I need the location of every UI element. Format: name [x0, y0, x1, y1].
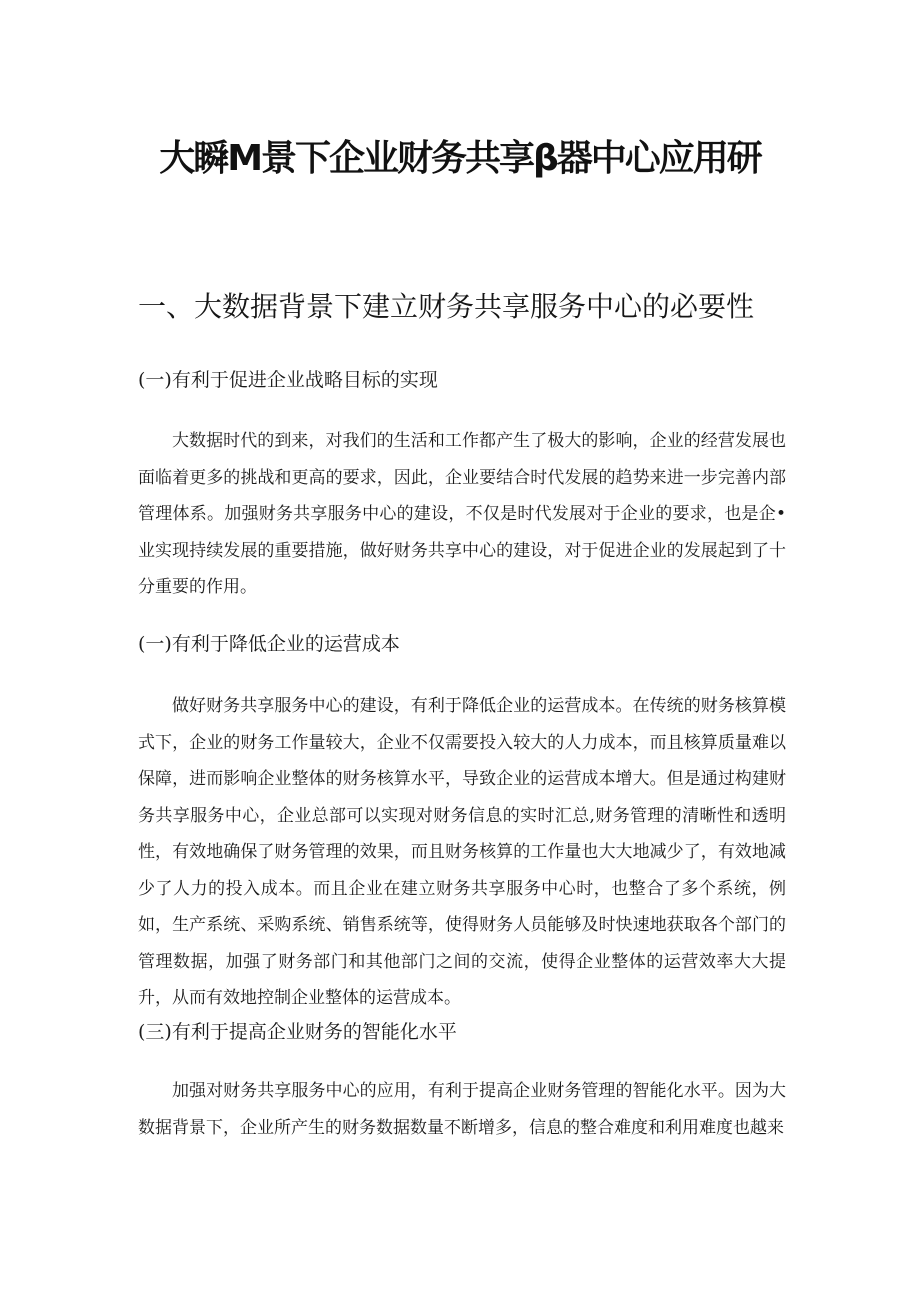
subsection-heading-1: (一)有利于促进企业战略目标的实现 [138, 369, 438, 391]
document-title: 大瞬M景下企业财务共享β器中心应用研 [159, 138, 761, 179]
subsection-paragraph-1: 大数据时代的到来，对我们的生活和工作都产生了极大的影响，企业的经营发展也面临着更多的挑战和更高的要求，因此，企业要结合时代发展的趋势来进一步完善内部管理体系。加强财务共享服务中心的建设，不仅是时代发展对于企业的要求，也是企•业实现持续发展的重要措施，做好财务共享中心的建设，对于促进企业的发展起到了十分重要的作用。 [138, 431, 786, 597]
subsection-heading-3: (三)有利于提高企业财务的智能化水平 [138, 1021, 457, 1043]
subsection-paragraph-2: 做好财务共享服务中心的建设，有利于降低企业的运营成本。在传统的财务核算模式下，企业的财务工作量较大，企业不仅需要投入较大的人力成本，而且核算质量难以保障，进而影响企业整体的财务核算水平，导致企业的运营成本增大。但是通过构建财务共享服务中心，企业总部可以实现对财务信息的实时汇总,财务管理的清晰性和透明性，有效地确保了财务管理的效果，而且财务核算的工作量也大大地减少了，有效地减少了人力的投入成本。而且企业在建立财务共享服务中心时，也整合了多个系统，例如，生产系统、采购系统、销售系统等，使得财务人员能够及时快速地获取各个部门的管理数据，加强了财务部门和其他部门之间的交流，使得企业整体的运营效率大大提升，从而有效地控制企业整体的运营成本。 [138, 696, 786, 1008]
subsection-heading-2: (一)有利于降低企业的运营成本 [138, 633, 400, 655]
section-heading: 一、大数据背景下建立财务共享服务中心的必要性 [138, 290, 755, 323]
subsection-paragraph-3: 加强对财务共享服务中心的应用，有利于提高企业财务管理的智能化水平。因为大数据背景下，企业所产生的财务数据数量不断增多，信息的整合难度和利用难度也越来 [138, 1081, 786, 1138]
